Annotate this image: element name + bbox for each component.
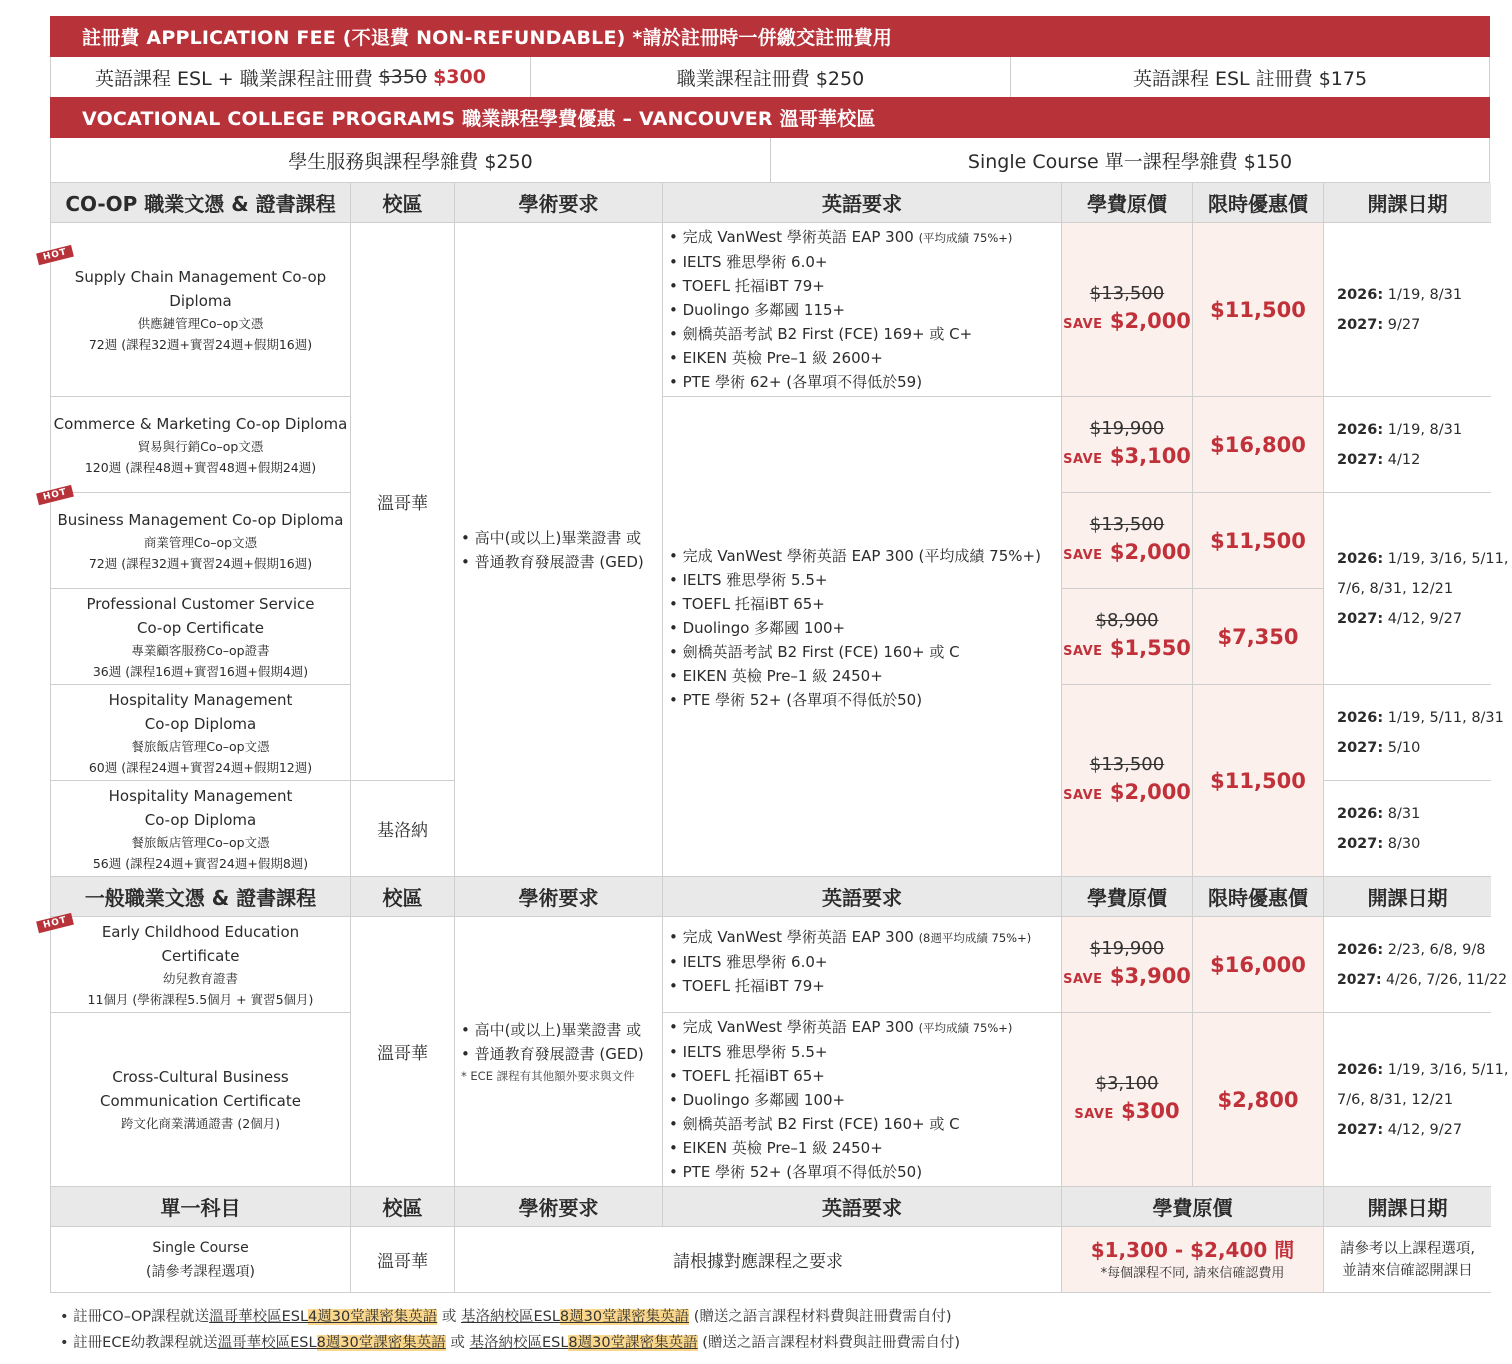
header-original-price: 學費原價 — [1062, 1187, 1324, 1227]
english-item: • TOEFL 托福iBT 79+ — [669, 277, 825, 295]
date-line — [1337, 604, 1491, 634]
start-dates-cell — [1324, 1013, 1509, 1187]
english-requirements-high — [663, 223, 1062, 397]
date-line — [1337, 703, 1504, 733]
english-requirements-ece — [663, 917, 1062, 1013]
original-price-cell — [1062, 493, 1193, 589]
english-eap-note: (平均成績 75%+) — [918, 231, 1013, 245]
academic-requirements — [455, 223, 663, 877]
campus-vancouver: 溫哥華 — [351, 223, 455, 781]
combo-fee — [51, 57, 531, 97]
date-line — [1337, 415, 1491, 445]
english-item: • Duolingo 多鄰國 115+ — [669, 301, 846, 319]
date-values: 5/10 — [1387, 739, 1421, 756]
date-values: 4/26, 7/26, 11/22 — [1386, 971, 1508, 988]
save-value: $300 — [1121, 1098, 1180, 1123]
original-price-cell — [1062, 917, 1193, 1013]
sale-price-cell — [1193, 493, 1324, 589]
english-item: • TOEFL 托福iBT 65+ — [669, 595, 825, 613]
date-line — [1337, 1055, 1509, 1085]
footnote-text: (贈送之語言課程材料費與註冊費需自付) — [697, 1335, 961, 1351]
english-item — [669, 1015, 1061, 1040]
sale-price-cell — [1193, 397, 1324, 493]
footnote-text: (贈送之語言課程材料費與註冊費需自付) — [689, 1309, 952, 1325]
sale-price-cell — [1193, 685, 1324, 877]
date-line — [1337, 965, 1508, 995]
header-academic: 學術要求 — [455, 183, 663, 223]
english-eap: • 完成 VanWest 學術英語 EAP 300 — [669, 1018, 914, 1036]
header-sale-price: 限時優惠價 — [1193, 183, 1324, 223]
english-eap: • 完成 VanWest 學術英語 EAP 300 — [669, 228, 914, 246]
footnote-ece — [60, 1330, 960, 1356]
date-line — [1337, 310, 1491, 340]
save-amount — [1063, 962, 1191, 994]
single-course-dates-line: 請參考以上課程選項, — [1339, 1240, 1476, 1257]
program-name-en: Commerce & Marketing Co-op Diploma — [53, 414, 348, 433]
footnote-text: • 註冊CO–OP課程就送 — [60, 1309, 210, 1325]
header-english: 英語要求 — [663, 183, 1062, 223]
english-eap-note: (8週平均成績 75%+) — [918, 931, 1032, 945]
start-dates-cell — [1324, 493, 1509, 685]
sale-price: $7,350 — [1217, 624, 1299, 649]
program-name-zh: 幼兒教育證書 — [162, 970, 238, 986]
english-item: • PTE 學術 52+ (各單項不得低於50) — [669, 691, 923, 709]
date-year: 2027: — [1337, 610, 1384, 627]
program-hospitality-vancouver — [51, 685, 351, 781]
date-line — [1337, 799, 1491, 829]
footnote-text: 或 — [437, 1309, 461, 1325]
date-year: 2026: — [1337, 286, 1384, 303]
header-sale-price: 限時優惠價 — [1193, 877, 1324, 917]
save-value: $2,000 — [1109, 308, 1191, 333]
english-item: • IELTS 雅思學術 5.5+ — [669, 1043, 828, 1061]
original-price-cell — [1062, 397, 1193, 493]
header-general-program: 一般職業文憑 & 證書課程 — [51, 877, 351, 917]
program-name-zh: 貿易與行銷Co–op文憑 — [137, 438, 264, 454]
program-supply-chain — [42, 223, 351, 397]
date-values: 7/6, 8/31, 12/21 — [1337, 1091, 1454, 1108]
service-fee-row — [50, 138, 1490, 182]
sale-price: $11,500 — [1210, 297, 1306, 322]
combo-fee-old: $350 — [378, 66, 428, 88]
english-item: • Duolingo 多鄰國 100+ — [669, 1091, 846, 1109]
start-dates-cell — [1324, 781, 1491, 877]
program-name-zh: 餐旅飯店管理Co–op文憑 — [131, 834, 270, 850]
date-values: 1/19, 3/16, 5/11, — [1387, 1061, 1509, 1078]
combo-fee-new: $300 — [433, 66, 486, 88]
single-course-dates — [1324, 1227, 1491, 1293]
date-year: 2026: — [1337, 421, 1384, 438]
english-eap-note: (平均成績 75%+) — [918, 1021, 1013, 1035]
single-course-price-note: *每個課程不同, 請來信確認費用 — [1100, 1265, 1285, 1281]
header-start-dates: 開課日期 — [1324, 877, 1491, 917]
save-amount — [1063, 307, 1191, 339]
save-value: $1,550 — [1109, 635, 1191, 660]
date-line — [1337, 733, 1491, 763]
program-name-en: Hospitality Management — [108, 786, 293, 805]
academic-item: • 高中(或以上)畢業證書 或 — [461, 1020, 642, 1039]
date-year: 2026: — [1337, 941, 1384, 958]
save-word: SAVE — [1063, 787, 1103, 803]
date-values: 9/27 — [1387, 316, 1421, 333]
date-line — [1337, 935, 1491, 965]
program-name-zh: 供應鏈管理Co–op文憑 — [137, 315, 264, 331]
date-values: 8/31 — [1387, 805, 1421, 822]
campus-vancouver: 溫哥華 — [351, 917, 455, 1187]
english-item — [669, 225, 1061, 250]
program-name-en: Professional Customer Service — [86, 594, 315, 613]
program-name-en: Supply Chain Management Co-op — [74, 267, 327, 286]
original-price: $13,500 — [1089, 282, 1165, 304]
program-name-en: Co-op Diploma — [144, 810, 257, 829]
program-name-en: Certificate — [161, 946, 240, 965]
single-course-requirement: 請根據對應課程之要求 — [455, 1227, 1062, 1293]
program-name-en: Cross-Cultural Business — [112, 1068, 289, 1086]
campus-kelowna: 基洛納 — [351, 781, 455, 877]
original-price: $3,100 — [1095, 1072, 1159, 1094]
save-amount — [1063, 634, 1191, 666]
program-duration: 120週 (課程48週+實習48週+假期24週) — [84, 459, 317, 475]
header-academic: 學術要求 — [455, 1187, 663, 1227]
header-academic: 學術要求 — [455, 877, 663, 917]
header-single-subject: 單一科目 — [51, 1187, 351, 1227]
general-program-table — [42, 877, 1509, 1187]
single-course-table — [50, 1187, 1490, 1293]
english-item — [669, 925, 1061, 950]
date-year: 2026: — [1337, 1061, 1384, 1078]
english-item: • IELTS 雅思學術 6.0+ — [669, 953, 828, 971]
english-item: • TOEFL 托福iBT 79+ — [669, 977, 825, 995]
date-values: 8/30 — [1387, 835, 1421, 852]
sale-price: $2,800 — [1217, 1087, 1299, 1112]
program-commerce-marketing — [51, 397, 351, 493]
english-item: • IELTS 雅思學術 6.0+ — [669, 253, 828, 271]
student-service-fee: 學生服務與課程學雜費 $250 — [51, 138, 771, 182]
date-line — [1337, 445, 1491, 475]
start-dates-cell — [1324, 917, 1508, 1013]
fee-row — [50, 57, 1490, 97]
english-item: • 劍橋英語考試 B2 First (FCE) 160+ 或 C — [669, 1115, 960, 1133]
footnotes — [60, 1304, 960, 1356]
sale-price-cell — [1193, 917, 1324, 1013]
date-line — [1337, 1115, 1491, 1145]
single-course-dates-line: 並請來信確認開課日 — [1342, 1262, 1473, 1279]
start-dates-cell — [1324, 685, 1504, 781]
program-name-zh: 商業管理Co–op文憑 — [143, 534, 258, 550]
original-price-cell — [1062, 589, 1193, 685]
english-requirements-standard — [663, 397, 1062, 877]
english-item: • 劍橋英語考試 B2 First (FCE) 160+ 或 C — [669, 643, 960, 661]
original-price-cell — [1062, 1013, 1193, 1187]
program-name-en: Single Course — [152, 1239, 249, 1256]
header-start-dates: 開課日期 — [1324, 1187, 1491, 1227]
save-word: SAVE — [1063, 643, 1103, 659]
footnote-text: 或 — [445, 1335, 470, 1351]
sale-price: $16,000 — [1210, 952, 1306, 977]
header-campus: 校區 — [351, 877, 455, 917]
academic-item: • 普通教育發展證書 (GED) — [461, 1044, 644, 1063]
program-duration: 72週 (課程32週+實習24週+假期16週) — [88, 555, 313, 571]
save-amount — [1063, 778, 1191, 810]
program-hospitality-kelowna — [51, 781, 351, 877]
program-duration: 60週 (課程24週+實習24週+假期12週) — [88, 759, 313, 775]
original-price: $19,900 — [1089, 417, 1165, 439]
sale-price: $11,500 — [1210, 768, 1306, 793]
vocational-fee: 職業課程註冊費 $250 — [531, 57, 1011, 97]
date-year: 2026: — [1337, 805, 1384, 822]
campus-vancouver: 溫哥華 — [351, 1227, 455, 1293]
save-word: SAVE — [1063, 547, 1103, 563]
sale-price-cell — [1193, 223, 1324, 397]
start-dates-cell — [1324, 223, 1491, 397]
program-name-en: Diploma — [169, 291, 232, 310]
program-name-zh: 專業顧客服務Co–op證書 — [131, 642, 270, 658]
date-values: 4/12, 9/27 — [1387, 610, 1463, 627]
footnote-highlight: 4週30堂課密集英語 — [308, 1309, 438, 1325]
footnote-coop — [60, 1304, 960, 1330]
single-course-fee: Single Course 單一課程學雜費 $150 — [967, 150, 1293, 173]
date-values: 2/23, 6/8, 9/8 — [1387, 941, 1486, 958]
header-campus: 校區 — [351, 183, 455, 223]
original-price: $8,900 — [1095, 609, 1159, 631]
footnote-highlight: 8週30堂課密集英語 — [568, 1335, 698, 1351]
program-name-en: Early Childhood Education — [101, 922, 300, 941]
program-name-en: Communication Certificate — [100, 1092, 301, 1110]
academic-item: • 普通教育發展證書 (GED) — [461, 552, 644, 571]
save-amount — [1063, 538, 1191, 570]
original-price-cell — [1062, 685, 1193, 877]
date-year: 2026: — [1337, 709, 1384, 726]
date-values: 1/19, 5/11, 8/31 — [1387, 709, 1504, 726]
header-english: 英語要求 — [663, 1187, 1062, 1227]
academic-note: * ECE 課程有其他額外要求與文件 — [461, 1068, 635, 1083]
header-coop-program: CO-OP 職業文憑 & 證書課程 — [51, 183, 351, 223]
sale-price: $16,800 — [1210, 432, 1306, 457]
date-line — [1337, 829, 1491, 859]
date-line — [1337, 280, 1491, 310]
program-name-en: Business Management Co-op Diploma — [57, 510, 344, 529]
program-name-zh: 跨文化商業溝通證書 (2個月) — [120, 1116, 281, 1131]
english-requirements-ccbc — [663, 1013, 1062, 1187]
program-early-childhood — [42, 915, 351, 1013]
date-line — [1337, 544, 1509, 574]
save-value: $2,000 — [1109, 539, 1191, 564]
single-course-price: $1,300 - $2,400 間 — [1090, 1237, 1295, 1262]
footnote-highlight: 8週30堂課密集英語 — [316, 1335, 446, 1351]
original-price: $19,900 — [1089, 937, 1165, 959]
academic-requirements — [455, 917, 663, 1187]
save-amount — [1063, 442, 1191, 474]
program-duration: 36週 (課程16週+實習16週+假期4週) — [92, 663, 309, 679]
english-item: • IELTS 雅思學術 5.5+ — [669, 571, 828, 589]
footnote-underline: 溫哥華校區ESL — [217, 1335, 317, 1351]
footnote-highlight: 8週30堂課密集英語 — [559, 1309, 690, 1325]
footnote-text: • 註冊ECE幼教課程就送 — [60, 1335, 218, 1351]
header-original-price: 學費原價 — [1062, 183, 1193, 223]
english-eap: • 完成 VanWest 學術英語 EAP 300 (平均成績 75%+) — [669, 547, 1041, 565]
date-values: 1/19, 3/16, 5/11, — [1387, 550, 1509, 567]
save-word: SAVE — [1074, 1106, 1114, 1122]
date-year: 2027: — [1337, 971, 1382, 988]
english-item: • PTE 學術 62+ (各單項不得低於59) — [669, 373, 923, 391]
program-cross-cultural — [51, 1013, 351, 1187]
save-value: $3,900 — [1109, 963, 1191, 988]
date-year: 2027: — [1337, 1121, 1384, 1138]
combo-fee-label: 英語課程 ESL + 職業課程註冊費 — [95, 67, 373, 90]
program-name-en: Co-op Diploma — [144, 714, 257, 733]
sale-price: $11,500 — [1210, 528, 1306, 553]
footnote-underline: 基洛納校區ESL — [460, 1309, 560, 1325]
header-english: 英語要求 — [663, 877, 1062, 917]
program-duration: 11個月 (學術課程5.5個月 + 實習5個月) — [87, 991, 314, 1007]
program-customer-service — [51, 589, 351, 685]
program-business-management — [42, 487, 351, 589]
single-course-price-cell — [1062, 1227, 1324, 1293]
english-item: • PTE 學術 52+ (各單項不得低於50) — [669, 1163, 923, 1181]
english-item: • TOEFL 托福iBT 65+ — [669, 1067, 825, 1085]
program-duration: 56週 (課程24週+實習24週+假期8週) — [92, 855, 309, 871]
date-values: 7/6, 8/31, 12/21 — [1337, 580, 1454, 597]
header-original-price: 學費原價 — [1062, 877, 1193, 917]
date-values: 4/12, 9/27 — [1387, 1121, 1463, 1138]
academic-item: • 高中(或以上)畢業證書 或 — [461, 528, 642, 547]
date-year: 2027: — [1337, 316, 1384, 333]
save-word: SAVE — [1063, 451, 1103, 467]
save-amount — [1074, 1097, 1179, 1129]
program-name-zh: 餐旅飯店管理Co–op文憑 — [131, 738, 270, 754]
sale-price-cell — [1193, 1013, 1324, 1187]
date-year: 2027: — [1337, 835, 1384, 852]
english-item: • EIKEN 英檢 Pre–1 級 2450+ — [669, 667, 883, 685]
original-price: $13,500 — [1089, 753, 1165, 775]
program-single-course — [51, 1227, 351, 1293]
program-name-zh: (請參考課程選項) — [146, 1263, 255, 1280]
application-fee-banner: 註冊費 APPLICATION FEE (不退費 NON-REFUNDABLE) *請於註冊時一併繳交註冊費用 — [50, 16, 1490, 57]
coop-program-table — [42, 182, 1509, 877]
hot-badge: HOT — [36, 913, 74, 933]
header-campus: 校區 — [351, 1187, 455, 1227]
vocational-programs-banner: VOCATIONAL COLLEGE PROGRAMS 職業課程學費優惠 – VANCOUVER 溫哥華校區 — [50, 97, 1490, 138]
english-item: • EIKEN 英檢 Pre–1 級 2450+ — [669, 1139, 883, 1157]
hot-badge: HOT — [36, 485, 74, 505]
english-item: • 劍橋英語考試 B2 First (FCE) 169+ 或 C+ — [669, 325, 973, 343]
date-values: 1/19, 8/31 — [1387, 421, 1463, 438]
save-value: $2,000 — [1109, 779, 1191, 804]
save-word: SAVE — [1063, 971, 1103, 987]
header-start-dates: 開課日期 — [1324, 183, 1491, 223]
program-duration: 72週 (課程32週+實習24週+假期16週) — [88, 336, 313, 352]
date-values: 4/12 — [1387, 451, 1421, 468]
english-item: • Duolingo 多鄰國 100+ — [669, 619, 846, 637]
save-word: SAVE — [1063, 316, 1103, 332]
english-item: • EIKEN 英檢 Pre–1 級 2600+ — [669, 349, 883, 367]
footnote-underline: 基洛納校區ESL — [469, 1335, 569, 1351]
original-price: $13,500 — [1089, 513, 1165, 535]
start-dates-cell — [1324, 397, 1491, 493]
footnote-underline: 溫哥華校區ESL — [209, 1309, 309, 1325]
date-year: 2027: — [1337, 451, 1384, 468]
save-value: $3,100 — [1109, 443, 1191, 468]
program-name-en: Hospitality Management — [108, 690, 293, 709]
program-name-en: Co-op Certificate — [136, 618, 264, 637]
sale-price-cell — [1193, 589, 1324, 685]
date-year: 2027: — [1337, 739, 1384, 756]
hot-badge: HOT — [36, 245, 74, 265]
esl-fee: 英語課程 ESL 註冊費 $175 — [1132, 67, 1368, 90]
english-eap: • 完成 VanWest 學術英語 EAP 300 — [669, 928, 914, 946]
date-values: 1/19, 8/31 — [1387, 286, 1463, 303]
original-price-cell — [1062, 223, 1193, 397]
date-year: 2026: — [1337, 550, 1384, 567]
